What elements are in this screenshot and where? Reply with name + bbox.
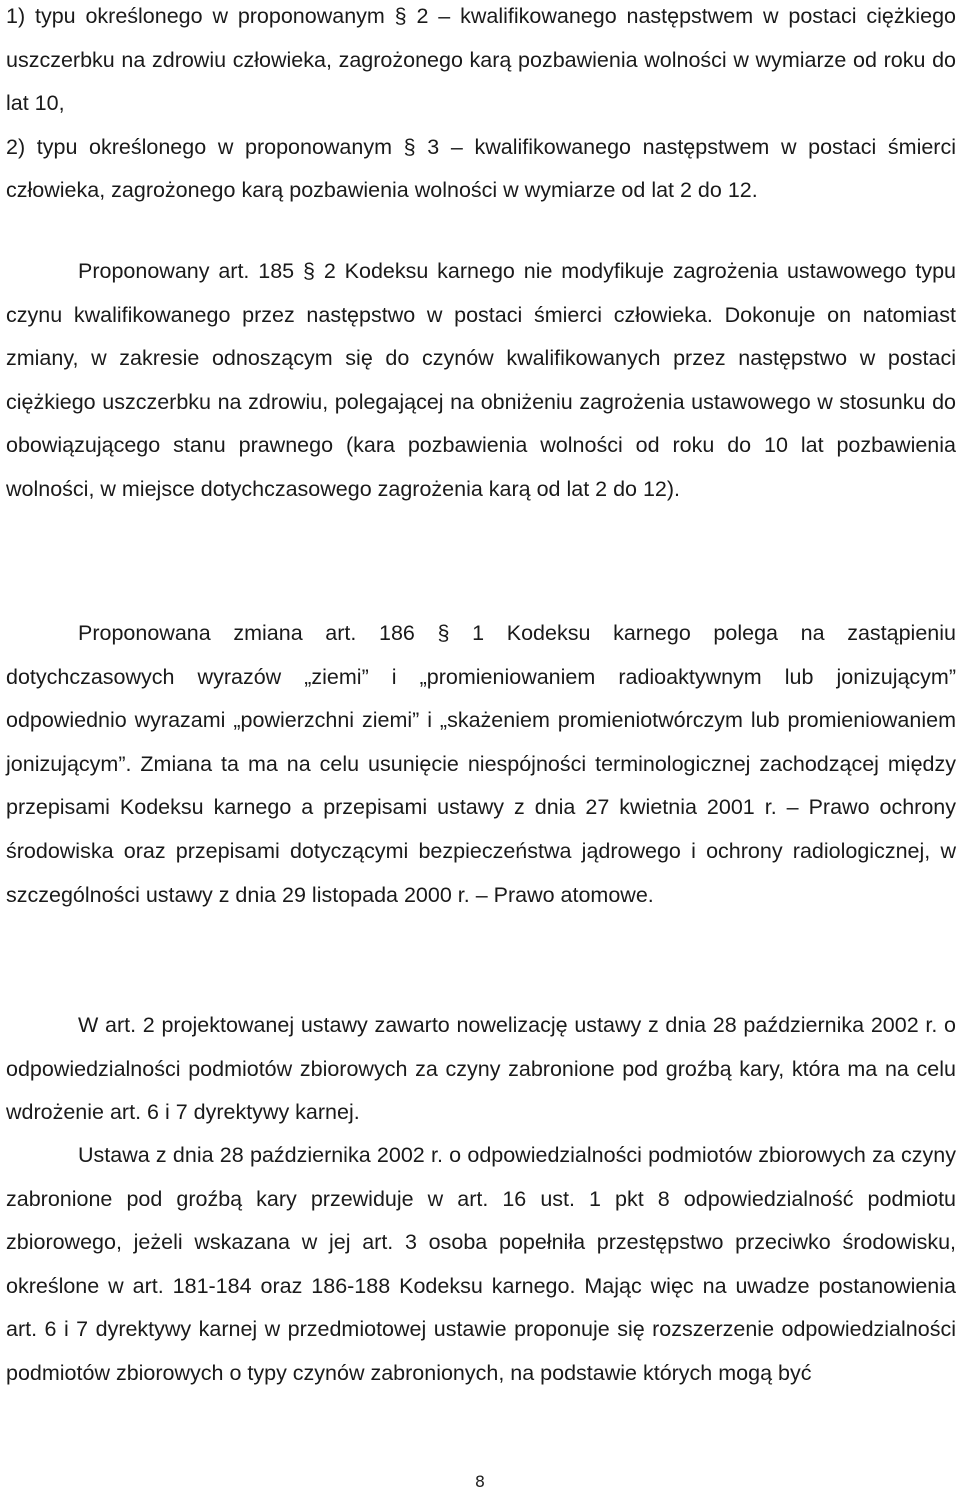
list-item-1-text: 1) typu określonego w proponowanym § 2 – kwalifikowanego następstwem w postaci ciężkiego uszczerbku na zdrowiu człowieka, zagrożonego karą pozbawienia wolności w wymiarze od roku do lat 10, xyxy=(6,4,956,116)
list-item-1 xyxy=(6,0,956,213)
page-number: 8 xyxy=(474,1472,486,1491)
paragraph-art-2: W art. 2 projektowanej ustawy zawarto nowelizację ustawy z dnia 28 października 2002 r. o odpowiedzialności podmiotów zbiorowych za czyny zabronione pod groźbą kary, która ma na celu wdrożenie art. 6 i 7 dyrektywy karnej. xyxy=(6,1013,956,1125)
paragraph-ustawa: Ustawa z dnia 28 października 2002 r. o odpowiedzialności podmiotów zbiorowych za czyny zabronione pod groźbą kary przewiduje w art. 16 ust. 1 pkt 8 odpowiedzialność podmiotu zbiorowego, jeżeli wskazana w jej art. 3 osoba popełniła przestępstwo przeciwko środowisku, określone w art. 181-184 oraz 186-188 Kodeksu karnego. Mając więc na uwadze postanowienia art. 6 i 7 dyrektywy karnej w przedmiotowej ustawie proponuje się rozszerzenie odpowiedzialności podmiotów zbiorowych o typy czynów zabronionych, na podstawie których mogą być xyxy=(6,1143,956,1385)
paragraph-art-186: Proponowana zmiana art. 186 § 1 Kodeksu karnego polega na zastąpieniu dotychczasowych wyrazów „ziemi” i „promieniowaniem radioaktywnym lub jonizującym” odpowiednio wyrazami „powierzchni ziemi” i „skażeniem promieniotwórczym lub promieniowaniem jonizującym”. Zmiana ta ma na celu usunięcie niespójności terminologicznej zachodzącej między przepisami Kodeksu karnego a przepisami ustawy z dnia 27 kwietnia 2001 r. – Prawo ochrony środowiska oraz przepisami dotyczącymi bezpieczeństwa jądrowego i ochrony radiologicznej, w szczególności ustawy z dnia 29 listopada 2000 r. – Prawo atomowe. xyxy=(6,621,956,907)
paragraph-art-185: Proponowany art. 185 § 2 Kodeksu karnego nie modyfikuje zagrożenia ustawowego typu czynu kwalifikowanego przez następstwo w postaci śmierci człowieka. Dokonuje on natomiast zmiany, w zakresie odnoszącym się do czynów kwalifikowanych przez następstwo w postaci ciężkiego uszczerbku na zdrowiu, polegającej na obniżeniu zagrożenia ustawowego w stosunku do obowiązującego stanu prawnego (kara pozbawienia wolności od roku do 10 lat pozbawienia wolności, w miejsce dotychczasowego zagrożenia karą od lat 2 do 12). xyxy=(6,259,956,501)
list-item-2-text: 2) typu określonego w proponowanym § 3 – kwalifikowanego następstwem w postaci śmierci człowieka, zagrożonego karą pozbawienia wolności w wymiarze od lat 2 do 12. xyxy=(6,134,956,203)
